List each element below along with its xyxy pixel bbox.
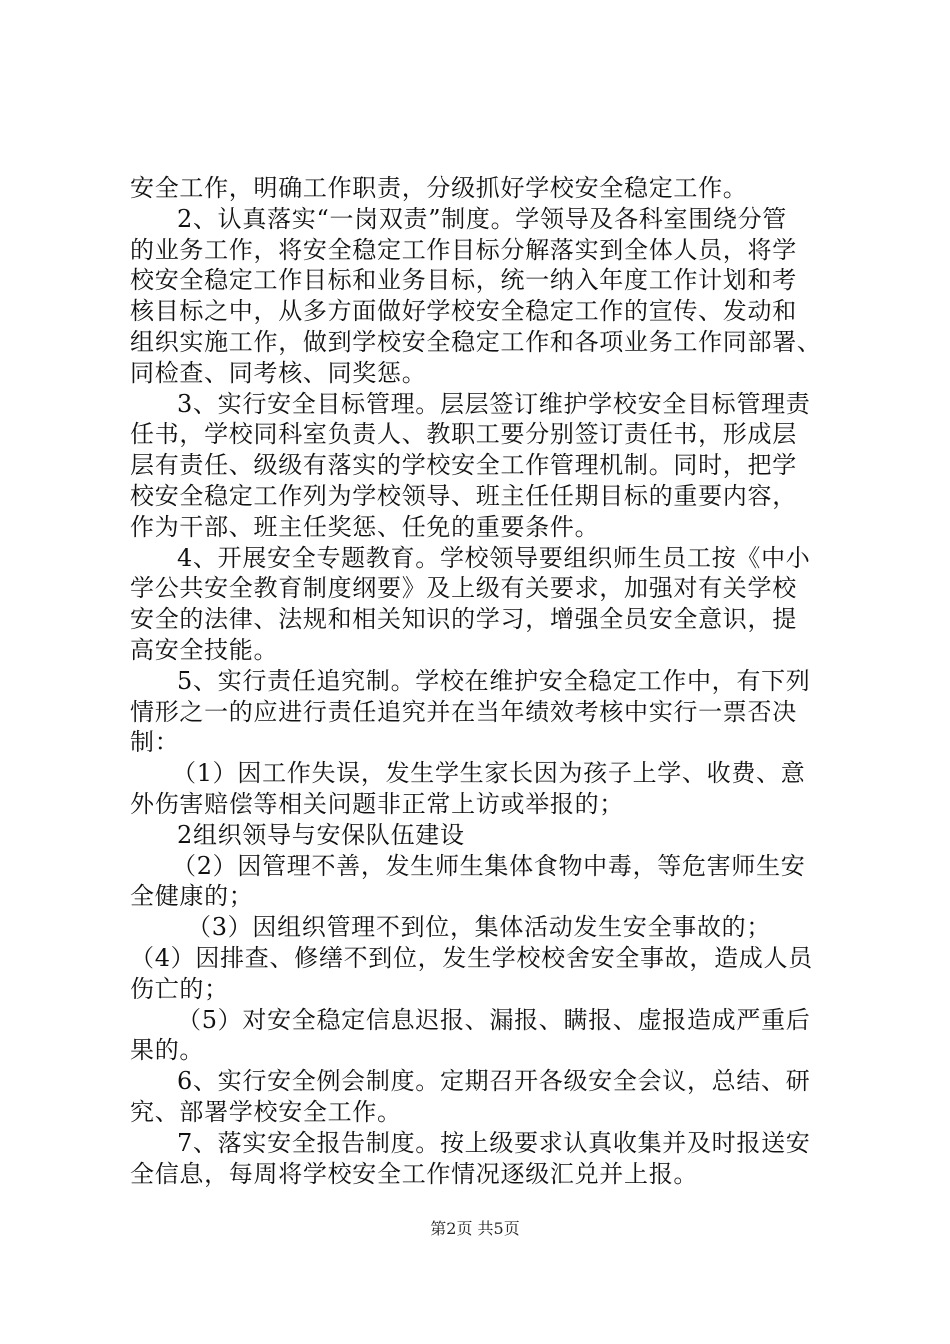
text-line: （5）对安全稳定信息迟报、漏报、瞒报、虚报造成严重后 [177,1005,811,1034]
text-line: 作为干部、班主任奖惩、任免的重要条件。 [130,512,600,541]
text-line: 校安全稳定工作目标和业务目标，统一纳入年度工作计划和考 [130,266,797,295]
text-line: 3、实行安全目标管理。层层签订维护学校安全目标管理责 [177,389,811,418]
text-line: 6、实行安全例会制度。定期召开各级安全会议，总结、研 [177,1067,811,1096]
text-line: 伤亡的； [130,974,229,1003]
text-line: 4、开展安全专题教育。学校领导要组织师生员工按《中小 [177,543,811,572]
text-line: 2、认真落实“一岗双责”制度。学领导及各科室围绕分管 [177,204,788,233]
text-line: （1）因工作失误，发生学生家长因为孩子上学、收费、意 [172,759,806,788]
text-line: 的业务工作，将安全稳定工作目标分解落实到全体人员，将学 [130,235,797,264]
text-line: 制： [130,728,180,757]
text-line: 5、实行责任追究制。学校在维护安全稳定工作中，有下列 [177,666,811,695]
text-line: 组织实施工作，做到学校安全稳定工作和各项业务工作同部署、 [130,328,822,356]
text-line: 任书，学校同科室负责人、教职工要分别签订责任书，形成层 [130,420,797,449]
text-line: 情形之一的应进行责任追究并在当年绩效考核中实行一票否决 [130,697,797,726]
text-line: 层有责任、级级有落实的学校安全工作管理机制。同时，把学 [130,451,797,480]
text-line: 全信息，每周将学校安全工作情况逐级汇兑并上报。 [130,1159,699,1188]
text-line: （4）因排查、修缮不到位，发生学校校舍安全事故，造成人员 [130,944,813,972]
text-line: 安全的法律、法规和相关知识的学习，增强全员安全意识，提 [130,605,797,634]
text-line: 全健康的； [130,882,254,911]
text-line: 2组织领导与安保队伍建设 [177,820,465,849]
text-line: 校安全稳定工作列为学校领导、班主任任期目标的重要内容， [130,482,797,510]
text-line: 核目标之中，从多方面做好学校安全稳定工作的宣传、发动和 [130,297,797,326]
text-line: 外伤害赔偿等相关问题非正常上访或举报的； [130,790,624,818]
text-line: 究、部署学校安全工作。 [130,1098,402,1126]
text-line: 学公共安全教育制度纲要》及上级有关要求，加强对有关学校 [130,574,797,603]
text-line: 安全工作，明确工作职责，分级抓好学校安全稳定工作。 [130,174,748,202]
text-line: （2）因管理不善，发生师生集体食物中毒，等危害师生安 [172,851,806,880]
text-line: 同检查、同考核、同奖惩。 [130,358,427,387]
text-line: 7、落实安全报告制度。按上级要求认真收集并及时报送安 [177,1128,811,1157]
page-number-footer: 第2页 共5页 [430,1218,520,1238]
text-line: 果的。 [130,1036,205,1065]
text-line: 高安全技能。 [130,636,279,664]
text-line: （3）因组织管理不到位，集体活动发生安全事故的； [187,913,772,942]
